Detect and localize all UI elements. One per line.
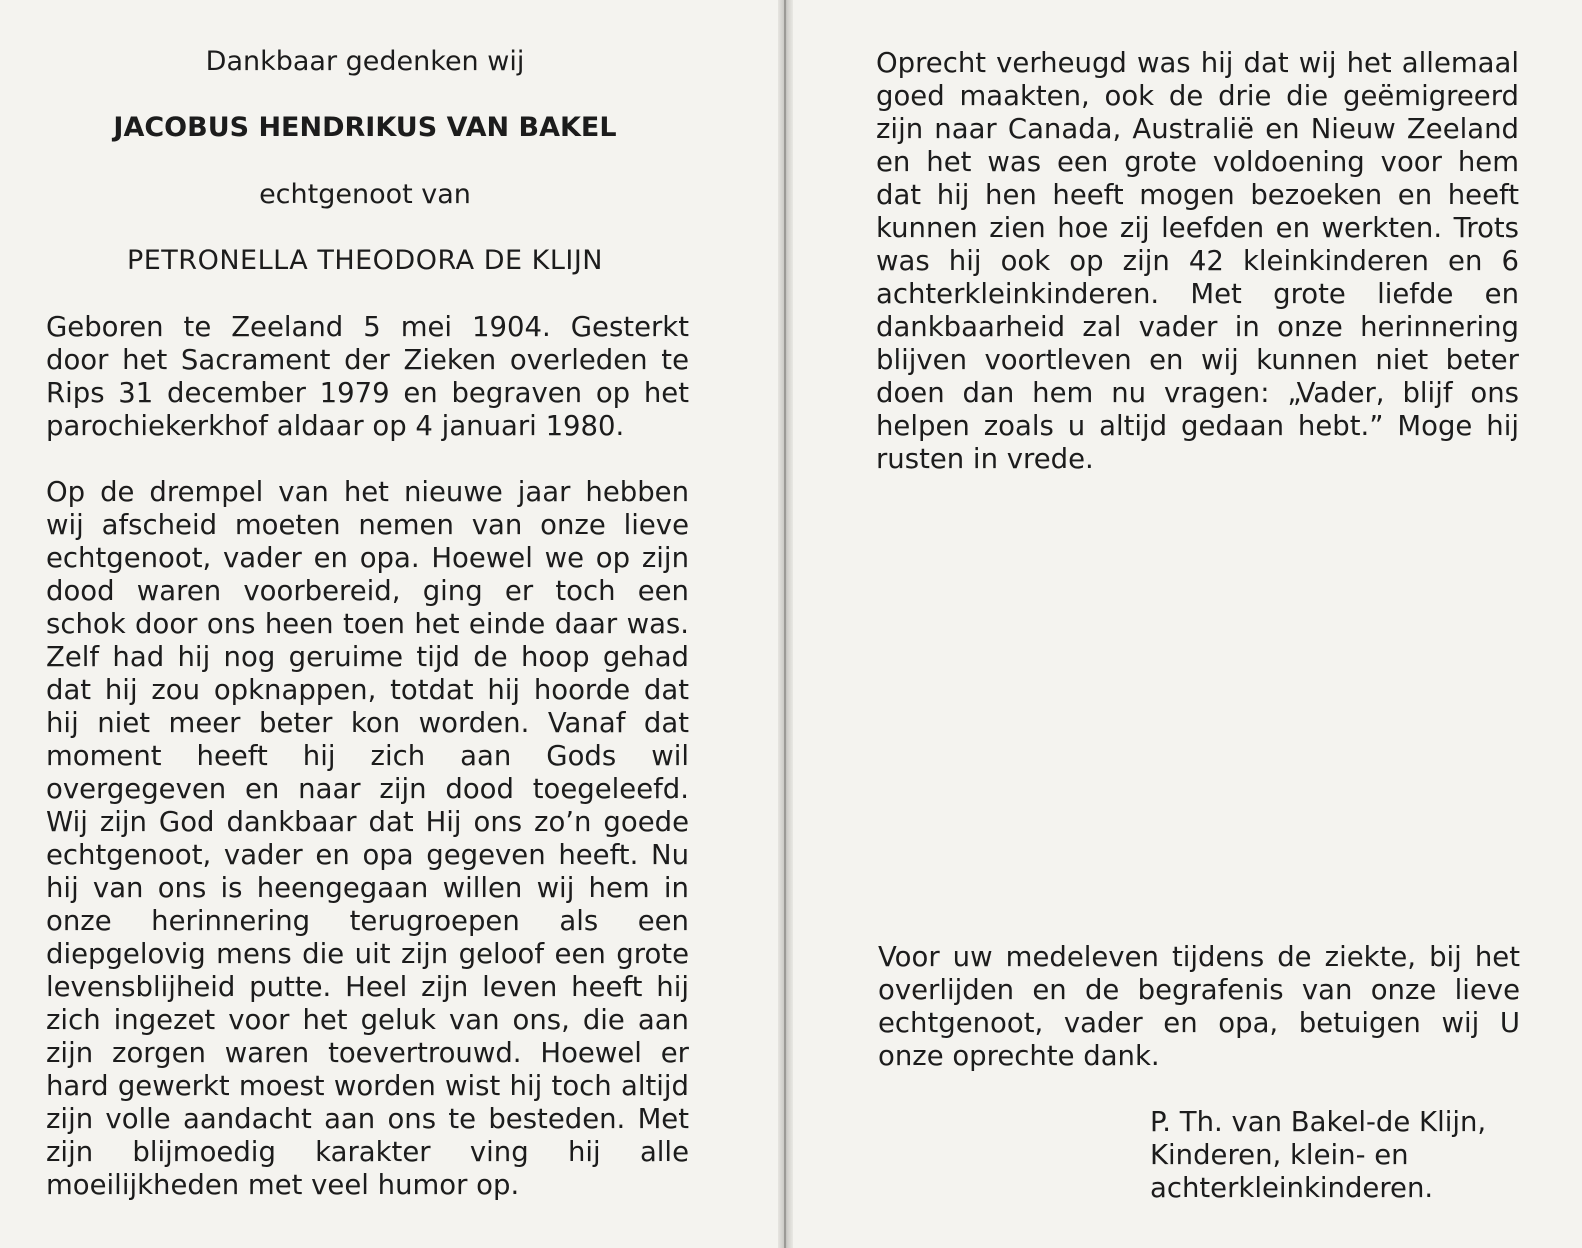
relation-line: echtgenoot van (259, 179, 471, 210)
left-page (0, 0, 778, 1248)
tribute-continuation-paragraph: Oprecht verheugd was hij dat wij het allemaal goed maakten, ook de drie die geëmigreerd zijn naar Canada, Australië en Nieuw Zeeland en het was een grote voldoening voor hem dat hij hen heeft mogen bezoeken en heeft kunnen zien hoe zij leefden en werkten. Trots was hij ook op zijn 42 kleinkinderen en 6 achterkleinkinderen. Met grote liefde en dankbaarheid zal vader in onze herinnering blijven voortleven en wij kunnen niet beter doen dan hem nu vragen: „Vader, blijf ons helpen zoals u altijd gedaan hebt.” Moge hij rusten in vrede. (876, 47, 1519, 475)
tribute-paragraph: Op de drempel van het nieuwe jaar hebben wij afscheid moeten nemen van onze lieve echtgenoot, vader en opa. Hoewel we op zijn dood waren voorbereid, ging er toch een schok door ons heen toen het einde daar was. Zelf had hij nog geruime tijd de hoop gehad dat hij zou opknappen, totdat hij hoorde dat hij niet meer beter kon worden. Vanaf dat moment heeft hij zich aan Gods wil overgegeven en naar zijn dood toegeleefd. Wij zijn God dankbaar dat Hij ons zo’n goede echtgenoot, vader en opa gegeven heeft. Nu hij van ons is heengegaan willen wij hem in onze herinnering terugroepen als een diepgelovig mens die uit zijn geloof een grote levensblijheid putte. Heel zijn leven heeft hij zich ingezet voor het geluk van ons, die aan zijn zorgen waren toevertrouwd. Hoewel er hard gewerkt moest worden wist hij toch altijd zijn volle aandacht aan ons te besteden. Met zijn blijmoedig karakter ving hij alle moeilijkheden met veel humor op. (46, 476, 689, 1201)
right-page (793, 0, 1582, 1248)
fold-line (784, 0, 786, 1248)
spouse-name: PETRONELLA THEODORA DE KLIJN (126, 245, 604, 276)
signature-line-3: achterkleinkinderen. (1150, 1172, 1434, 1204)
signature-block (1150, 1106, 1486, 1205)
deceased-name: JACOBUS HENDRIKUS VAN BAKEL (113, 112, 617, 143)
birth-death-paragraph: Geboren te Zeeland 5 mei 1904. Gesterkt door het Sacrament der Zieken overleden te Rips 31 december 1979 en begraven op het parochiekerkhof aldaar op 4 januari 1980. (46, 311, 689, 442)
intro-line: Dankbaar gedenken wij (205, 46, 525, 77)
signature-line-1: P. Th. van Bakel-de Klijn, (1150, 1106, 1487, 1138)
thanks-paragraph: Voor uw medeleven tijdens de ziekte, bij het overlijden en de begrafenis van onze lieve echtgenoot, vader en opa, betuigen wij U onze oprechte dank. (878, 941, 1520, 1072)
signature-line-2: Kinderen, klein- en (1150, 1139, 1409, 1171)
